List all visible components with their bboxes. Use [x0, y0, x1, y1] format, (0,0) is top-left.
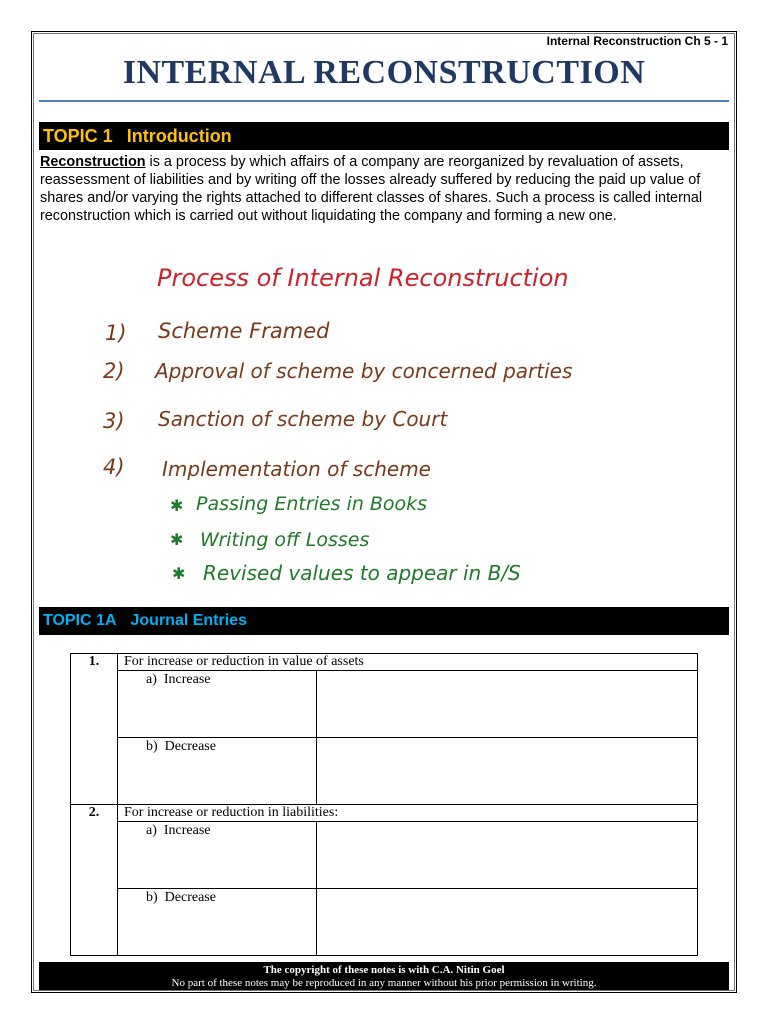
table-row — [71, 671, 698, 738]
row-1-number: 1. — [71, 654, 118, 805]
row-2-sub-a — [118, 822, 317, 889]
row-1-heading: For increase or reduction in value of assets — [118, 654, 698, 671]
topic-1a-number: TOPIC 1A — [43, 612, 117, 629]
hw-step-4-num: 4) — [103, 455, 125, 479]
hw-step-1-text: Scheme Framed — [158, 319, 330, 343]
topic-1a-bar — [39, 607, 729, 635]
hw-step-2-num: 2) — [103, 359, 125, 383]
row-2-sub-b-label: b) Decrease — [146, 890, 216, 905]
row-2-heading: For increase or reduction in liabilities: — [118, 805, 698, 822]
row-2-sub-a-entry — [317, 822, 698, 889]
intro-term: Reconstruction — [40, 154, 146, 170]
hw-bullet-1: Passing Entries in Books — [196, 493, 428, 515]
row-1-sub-a — [118, 671, 317, 738]
journal-entries-table — [70, 653, 698, 956]
hw-step-1-num: 1) — [105, 321, 127, 345]
topic-1-name: Introduction — [126, 125, 232, 146]
copyright-footer — [39, 962, 729, 990]
table-row — [71, 822, 698, 889]
row-1-sub-a-label: a) Increase — [146, 672, 211, 687]
hw-bullet-2-star-icon: ✱ — [170, 532, 184, 549]
table-row — [71, 654, 698, 671]
copyright-line: The copyright of these notes is with C.A. Nitin Goel — [263, 964, 505, 976]
page-title: INTERNAL RECONSTRUCTION — [122, 54, 646, 91]
topic-1a-name: Journal Entries — [130, 612, 247, 629]
hw-heading: Process of Internal Reconstruction — [157, 264, 569, 292]
row-1-sub-b-label: b) Decrease — [146, 739, 216, 754]
table-row — [71, 738, 698, 805]
hw-bullet-3-star-icon: ✱ — [172, 566, 186, 583]
row-1-sub-b-entry — [317, 738, 698, 805]
table-row — [71, 889, 698, 956]
row-2-number: 2. — [71, 805, 118, 956]
row-1-sub-b — [118, 738, 317, 805]
hw-step-4-text: Implementation of scheme — [162, 457, 431, 481]
hw-bullet-3: Revised values to appear in B/S — [203, 561, 521, 585]
hw-bullet-2: Writing off Losses — [200, 529, 370, 551]
hw-step-3-num: 3) — [103, 409, 125, 433]
topic-1-number: TOPIC 1 — [43, 125, 113, 146]
hw-step-3-text: Sanction of scheme by Court — [158, 407, 448, 431]
table-row — [71, 805, 698, 822]
intro-text: is a process by which affairs of a company are reorganized by revaluation of assets, reassessment of liabilities and by writing off the losses already suffered by reducing the paid up value of shares and/or varying the rights attached to different classes of shares. Such a process is called internal reconstruction which is carried out without liquidating the company and forming a new one. — [40, 154, 703, 224]
permission-line: No part of these notes may be reproduced in any manner without his prior permission in writing. — [171, 977, 597, 989]
hw-bullet-1-star-icon: ✱ — [170, 498, 184, 515]
chapter-reference: Internal Reconstruction Ch 5 - 1 — [546, 34, 728, 48]
row-1-sub-a-entry — [317, 671, 698, 738]
row-2-sub-b — [118, 889, 317, 956]
row-2-sub-b-entry — [317, 889, 698, 956]
hw-step-2-text: Approval of scheme by concerned parties — [155, 359, 573, 383]
row-2-sub-a-label: a) Increase — [146, 823, 211, 838]
